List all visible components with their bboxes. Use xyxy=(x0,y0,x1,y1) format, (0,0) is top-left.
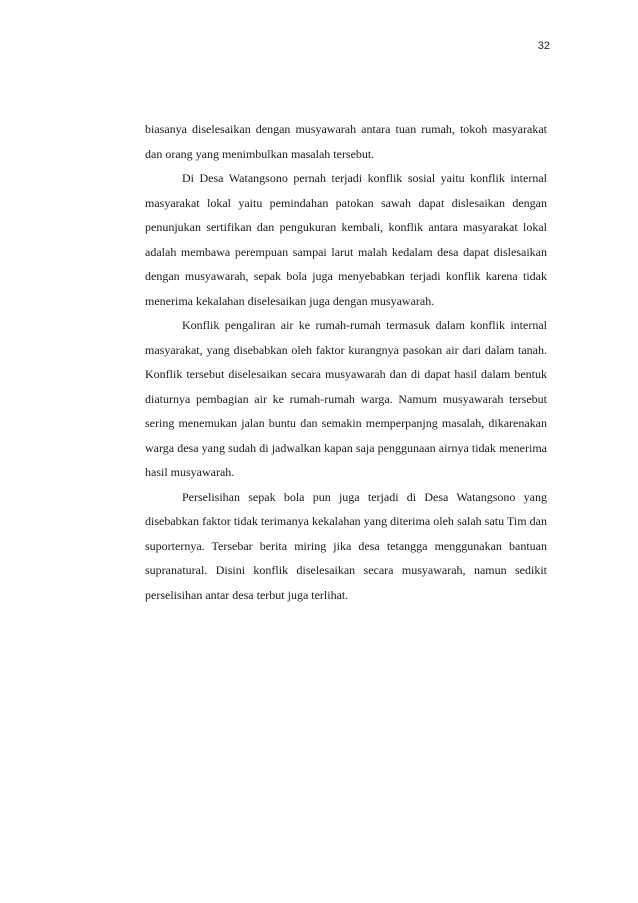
paragraph-2: Di Desa Watangsono pernah terjadi konflik sosial yaitu konflik internal masyarakat lokal yaitu pemindahan patokan sawah dapat dislesaikan dengan penunjukan sertifikan dan pengukuran kembali, konflik antara masyarakat lokal adalah membawa perempuan sampai larut malah kedalam desa dapat dislesaikan dengan musyawarah, sepak bola juga menyebabkan terjadi konflik karena tidak menerima kekalahan diselesaikan juga dengan musyawarah. xyxy=(145,171,547,308)
body-text xyxy=(145,117,547,607)
paragraph-1: biasanya diselesaikan dengan musyawarah antara tuan rumah, tokoh masyarakat dan orang yang menimbulkan masalah tersebut. xyxy=(145,122,547,161)
paragraph-4: Perselisihan sepak bola pun juga terjadi di Desa Watangsono yang disebabkan faktor tidak terimanya kekalahan yang diterima oleh salah satu Tim dan suporternya. Tersebar berita miring jika desa tetangga menggunakan bantuan supranatural. Disini konflik diselesaikan secara musyawarah, namun sedikit perselisihan antar desa terbut juga terlihat. xyxy=(145,489,547,602)
paragraph-3: Konflik pengaliran air ke rumah-rumah termasuk dalam konflik internal masyarakat, yang disebabkan oleh faktor kurangnya pasokan air dari dalam tanah. Konflik tersebut diselesaikan secara musyawarah dan di dapat hasil dalam bentuk diaturnya pembagian air ke rumah-rumah warga. Namum musyawarah tersebut sering menemukan jalan buntu dan semakin memperpanjng masalah, dikarenakan warga desa yang sudah di jadwalkan kapan saja penggunaan airnya tidak menerima hasil musyawarah. xyxy=(145,318,547,479)
page-number: 32 xyxy=(537,40,550,52)
